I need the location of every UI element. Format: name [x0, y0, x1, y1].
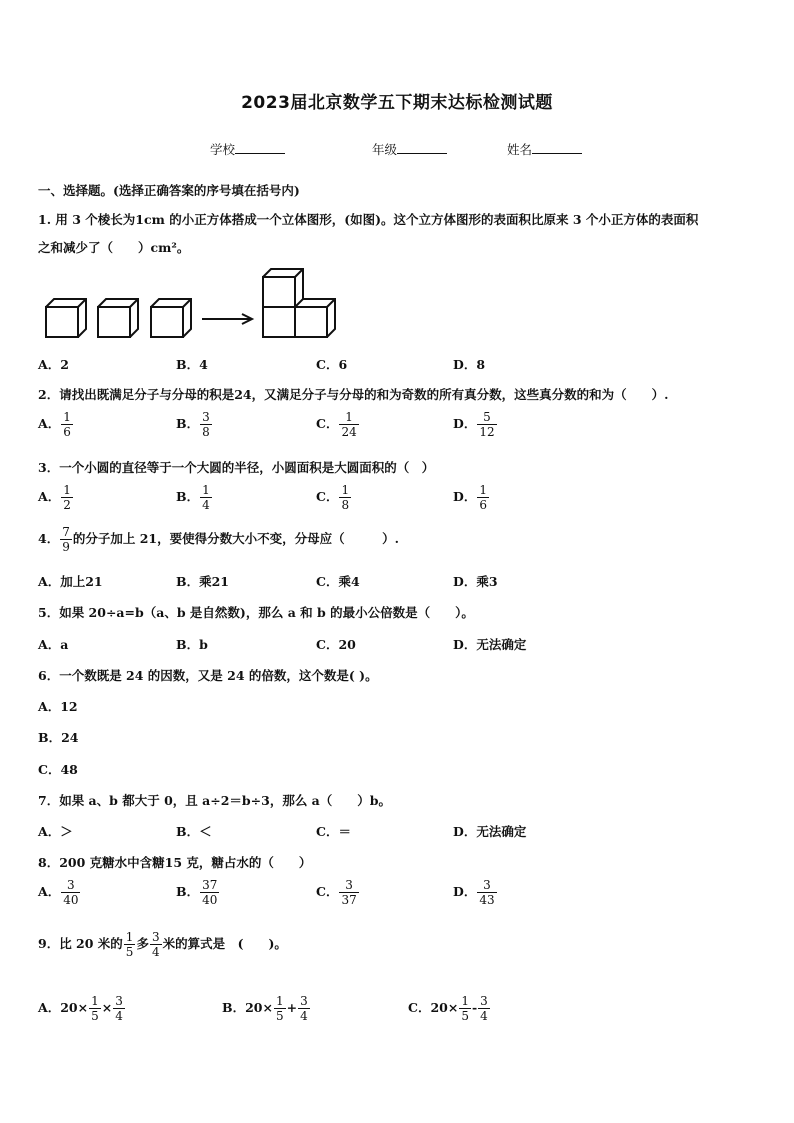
- q6-text: 6．一个数既是 24 的因数，又是 24 的倍数，这个数是( )。: [38, 668, 378, 683]
- q8-option-a-fraction: [61, 878, 80, 907]
- q2-option-c[interactable]: [316, 410, 360, 439]
- q6-option-b[interactable]: B．24: [38, 730, 79, 745]
- school-label: 学校: [210, 142, 236, 157]
- q4-option-a[interactable]: A．加上21: [38, 574, 103, 589]
- q8-option-d-label: D．: [453, 884, 477, 899]
- q3-option-a-fraction: [61, 483, 73, 512]
- q3-option-c[interactable]: [316, 483, 352, 512]
- q8-option-b[interactable]: [176, 878, 220, 907]
- q9-option-b-fraction-2: [298, 994, 310, 1023]
- fraction-numerator: 1: [63, 410, 71, 424]
- fraction-denominator: 37: [341, 893, 357, 907]
- name-field: [507, 140, 582, 158]
- fraction-denominator: 2: [63, 498, 71, 512]
- grade-label: 年级: [372, 142, 398, 157]
- q4-number: 4．: [38, 531, 60, 546]
- q2-option-a-fraction: [61, 410, 73, 439]
- q4-option-b[interactable]: B．乘21: [176, 574, 229, 589]
- q2-option-c-label: C．: [316, 416, 339, 431]
- q8-option-a[interactable]: [38, 878, 81, 907]
- q2-option-d-fraction: [477, 410, 496, 439]
- fraction-denominator: 40: [63, 893, 79, 907]
- fraction-numerator: 7: [62, 525, 70, 539]
- q8-option-c[interactable]: [316, 878, 360, 907]
- q8-option-c-fraction: [339, 878, 358, 907]
- q3-option-a[interactable]: [38, 483, 74, 512]
- fraction-numerator: 1: [345, 410, 353, 424]
- school-field: [210, 140, 285, 158]
- q9-part1: 9．比 20 米的: [38, 936, 123, 951]
- fraction-denominator: 24: [341, 425, 357, 439]
- q4-fraction: [60, 525, 72, 554]
- q3-option-b-label: B．: [176, 489, 200, 504]
- q8-option-c-label: C．: [316, 884, 339, 899]
- q7-option-c[interactable]: C．＝: [316, 824, 351, 839]
- fraction-numerator: 1: [202, 483, 210, 497]
- q9-option-c-operator: -: [471, 1000, 478, 1015]
- fraction-denominator: 5: [275, 1009, 284, 1023]
- q3-option-d-fraction: [477, 483, 489, 512]
- section-heading: 一、选择题。(选择正确答案的序号填在括号内): [38, 183, 300, 198]
- q8-option-a-label: A．: [38, 884, 61, 899]
- q1-option-c[interactable]: C．6: [316, 357, 348, 372]
- q8-option-b-label: B．: [176, 884, 200, 899]
- q9-option-a-fraction-2: [113, 994, 125, 1023]
- q9-text: [38, 930, 287, 959]
- fraction-denominator: 5: [461, 1009, 469, 1023]
- fraction-numerator: 1: [91, 994, 99, 1008]
- fraction-denominator: 6: [63, 425, 71, 439]
- q3-text: 3．一个小圆的直径等于一个大圆的半径，小圆面积是大圆面积的（ ）: [38, 460, 435, 475]
- grade-field: [372, 140, 447, 158]
- q8-text: 8．200 克糖水中含糖15 克，糖占水的（ ）: [38, 855, 312, 870]
- fraction-numerator: 1: [341, 483, 350, 497]
- fraction-denominator: 9: [62, 540, 70, 554]
- fraction-numerator: 1: [479, 483, 487, 497]
- q4-body: 的分子加上 21，要使得分数大小不变，分母应（ ）.: [72, 531, 399, 546]
- q7-option-d[interactable]: D．无法确定: [453, 824, 527, 839]
- q2-option-a[interactable]: [38, 410, 74, 439]
- q8-option-b-fraction: [200, 878, 219, 907]
- fraction-denominator: 4: [151, 945, 160, 959]
- fraction-numerator: 3: [202, 410, 210, 424]
- fraction-numerator: 3: [483, 878, 491, 892]
- fraction-numerator: 5: [483, 410, 491, 424]
- fraction-numerator: 3: [300, 994, 308, 1008]
- q9-fraction-1: [124, 930, 136, 959]
- q2-option-d-label: D．: [453, 416, 477, 431]
- name-label: 姓名: [507, 142, 533, 157]
- fraction-numerator: 1: [63, 483, 71, 497]
- q2-option-b[interactable]: [176, 410, 213, 439]
- q9-option-a-operator: ×: [101, 1000, 113, 1015]
- q9-option-a-fraction-1: [89, 994, 101, 1023]
- fraction-denominator: 6: [479, 498, 487, 512]
- q9-option-c[interactable]: [408, 994, 491, 1023]
- fraction-numerator: 3: [115, 994, 123, 1008]
- fraction-numerator: 1: [125, 930, 134, 944]
- q5-option-b[interactable]: B．b: [176, 637, 208, 652]
- fraction-denominator: 40: [202, 893, 218, 907]
- fraction-denominator: 8: [341, 498, 350, 512]
- q7-option-b[interactable]: B．＜: [176, 824, 212, 839]
- q5-option-d[interactable]: D．无法确定: [453, 637, 527, 652]
- q9-option-b-fraction-1: [274, 994, 286, 1023]
- q7-option-a[interactable]: A．＞: [38, 824, 73, 839]
- q9-part2: 多: [136, 936, 149, 951]
- q6-option-a[interactable]: A．12: [38, 699, 78, 714]
- q2-option-a-label: A．: [38, 416, 61, 431]
- name-blank: [532, 141, 582, 154]
- fraction-numerator: 3: [151, 930, 160, 944]
- q1-option-b[interactable]: B．4: [176, 357, 208, 372]
- q1-cube-figure: [40, 262, 345, 342]
- fraction-denominator: 8: [202, 425, 210, 439]
- q2-option-d[interactable]: [453, 410, 498, 439]
- q9-option-a[interactable]: [38, 994, 126, 1023]
- q3-option-d-label: D．: [453, 489, 477, 504]
- q9-option-b-label: B．20×: [222, 1000, 273, 1015]
- q2-text: 2．请找出既满足分子与分母的积是24，又满足分子与分母的和为奇数的所有真分数，这些真分数的和为（ ）.: [38, 387, 669, 402]
- q4-text: [38, 525, 399, 554]
- fraction-denominator: 12: [479, 425, 495, 439]
- fraction-numerator: 1: [275, 994, 284, 1008]
- fraction-numerator: 3: [67, 878, 75, 892]
- q4-option-c[interactable]: C．乘4: [316, 574, 360, 589]
- q3-option-c-label: C．: [316, 489, 339, 504]
- q9-part3: 米的算式是 ( )。: [162, 936, 287, 951]
- q3-option-a-label: A．: [38, 489, 61, 504]
- q9-option-b-operator: +: [286, 1000, 298, 1015]
- page-title: 2023届北京数学五下期末达标检测试题: [241, 93, 553, 113]
- q1-text-line1: 1. 用 3 个棱长为1cm 的小正方体搭成一个立体图形，(如图)。这个立方体图形的表面积比原来 3 个小正方体的表面积: [38, 212, 699, 227]
- fraction-numerator: 37: [202, 878, 218, 892]
- q5-option-c[interactable]: C．20: [316, 637, 356, 652]
- q1-option-a[interactable]: A．2: [38, 357, 69, 372]
- q7-text: 7．如果 a、b 都大于 0，且 a÷2＝b÷3，那么 a（ ）b。: [38, 793, 392, 808]
- q2-option-b-fraction: [200, 410, 212, 439]
- fraction-numerator: 3: [345, 878, 353, 892]
- fraction-denominator: 5: [125, 945, 134, 959]
- q1-option-d[interactable]: D．8: [453, 357, 486, 372]
- fraction-denominator: 4: [202, 498, 210, 512]
- q2-option-c-fraction: [339, 410, 358, 439]
- q6-option-c[interactable]: C．48: [38, 762, 78, 777]
- q4-option-d[interactable]: D．乘3: [453, 574, 498, 589]
- q9-fraction-2: [150, 930, 162, 959]
- q8-option-d-fraction: [477, 878, 496, 907]
- q8-option-d[interactable]: [453, 878, 498, 907]
- q3-option-d[interactable]: [453, 483, 490, 512]
- q3-option-c-fraction: [339, 483, 351, 512]
- q9-option-a-label: A．20×: [38, 1000, 89, 1015]
- fraction-numerator: 1: [461, 994, 469, 1008]
- fraction-numerator: 3: [480, 994, 488, 1008]
- fraction-denominator: 4: [480, 1009, 488, 1023]
- q5-option-a[interactable]: A．a: [38, 637, 69, 652]
- fraction-denominator: 4: [115, 1009, 123, 1023]
- grade-blank: [397, 141, 447, 154]
- q9-option-c-fraction-1: [459, 994, 471, 1023]
- q9-option-c-fraction-2: [478, 994, 490, 1023]
- q1-text-line2: 之和减少了（ ）cm²。: [38, 240, 190, 255]
- q9-option-b[interactable]: [222, 994, 311, 1023]
- fraction-denominator: 43: [479, 893, 495, 907]
- q9-option-c-label: C．20×: [408, 1000, 459, 1015]
- q3-option-b[interactable]: [176, 483, 213, 512]
- fraction-denominator: 4: [300, 1009, 308, 1023]
- q2-option-b-label: B．: [176, 416, 200, 431]
- q3-option-b-fraction: [200, 483, 212, 512]
- school-blank: [235, 141, 285, 154]
- q5-text: 5．如果 20÷a=b（a、b 是自然数)，那么 a 和 b 的最小公倍数是（ ）。: [38, 605, 474, 620]
- fraction-denominator: 5: [91, 1009, 99, 1023]
